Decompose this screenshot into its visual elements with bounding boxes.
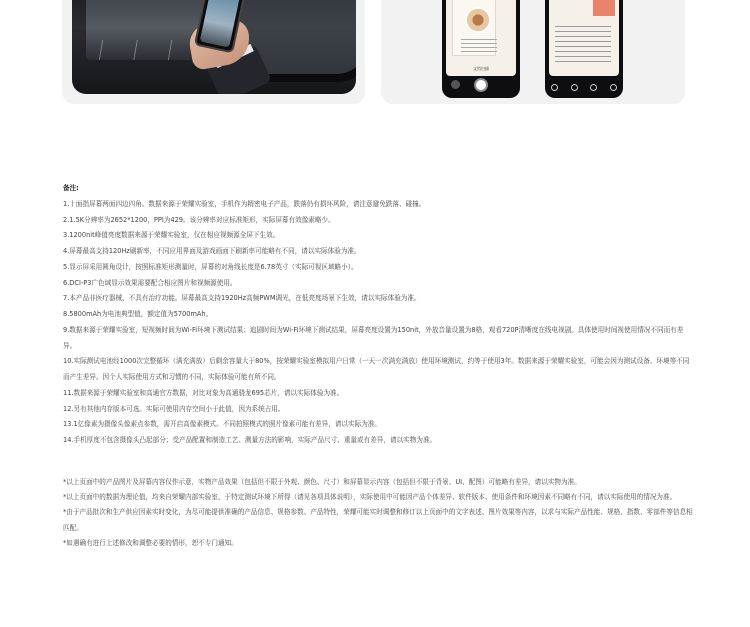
product-image-card-right — [381, 0, 685, 104]
product-image-card-left — [62, 0, 365, 104]
delete-icon — [610, 84, 617, 91]
edit-icon — [571, 84, 578, 91]
note-item: 10.实际测试电池经1000次完整循环（满充满放）后剩余容量大于80%，按荣耀实验室模拟用户日常（一天一次满充满放）使用环境测试，约等于使用3年。数据来源于荣耀实验室，可能会因为测试设备、环境等不同而产生差异。因个人实际使用方式和习惯的不同，实际体验可能有所不同。 — [63, 357, 690, 381]
notes-section — [63, 181, 693, 449]
note-item: 14.手机厚度不包含摄像头凸起部分；受产品配置和制造工艺、测量方法的影响，实际产品尺寸、重量或有差异，请以实物为准。 — [63, 436, 437, 444]
magazine-page — [452, 0, 496, 56]
note-item: 4.屏幕最高支持120Hz刷新率，不同应用界面及游戏画面下刷新率可能略有不同，请以实际体验为准。 — [63, 247, 361, 255]
shutter-button-icon — [474, 78, 488, 92]
disclaimer-item: *以上页面中的产品图片及屏幕内容仅作示意，实物产品效果（包括但不限于外观、颜色、尺寸）和屏幕显示内容（包括但不限于背景、UI、配图）可能略有差异，请以实物为准。 — [63, 478, 581, 486]
disclaimer-item: *以上页面中的数据为理论值，均来自荣耀内部实验室，于特定测试环境下所得（请见各项具体说明），实际使用中可能因产品个体差异、软件版本、使用条件和环境因素不同略有不同，请以实际使用的情况为准。 — [63, 493, 677, 502]
note-item: 1.十面指屏幕两面四边四角。数据来源于荣耀实验室，手机作为精密电子产品，跌落仍有损坏风险，请注意避免跌落、碰撞。 — [63, 199, 426, 208]
car-interior-photo — [72, 0, 356, 94]
disclaimer-section — [63, 475, 693, 551]
note-item: 12.另有其他内存版本可选。实际可使用内存空间小于此值，因为系统占用。 — [63, 404, 285, 413]
note-item: 7.本产品非医疗器械，不具有治疗功能。屏幕最高支持1920Hz高频PWM调光，在低亮度场景下生效，请以实际体验为准。 — [63, 294, 421, 303]
note-item: 9.数据来源于荣耀实验室，短视频时间为Wi-Fi环境下测试结果；追剧时间为Wi-Fi环境下测试结果，屏幕亮度设置为150nit，外放音量设置为8格，观看720P清晰度在线电视剧。具体使用时间视使用情况不同而有差异。 — [63, 325, 684, 350]
note-item: 8.5800mAh为电池典型值，额定值为5700mAh。 — [63, 310, 213, 318]
document-image-block — [593, 0, 615, 16]
crop-icon — [590, 84, 597, 91]
note-item: 13.1亿像素为摄像头像素点参数，需开启高像素模式。不同拍照模式的照片像素可能有差异，请以实际为准。 — [63, 420, 381, 429]
gallery-icon — [451, 80, 460, 89]
document-toolbar — [551, 81, 617, 93]
phone-document-result — [545, 0, 623, 98]
food-photo-icon — [465, 7, 491, 33]
phone-camera-scan — [442, 0, 520, 98]
share-icon — [551, 84, 558, 91]
note-item: 11.数据来源于荣耀实验室和高通官方数据，对比对象为高通骁龙695芯片，请以实际体验为准。 — [63, 388, 344, 397]
disclaimer-item: *如遇确有进行上述修改和调整必要的情形，恕不专门通知。 — [63, 538, 238, 547]
note-item: 5.显示屏采用圆角设计，按照标准矩形测量时，屏幕的对角线长度是6.78英寸（实际可视区域略小）。 — [63, 262, 358, 271]
note-item: 3.1200nit峰值亮度数据来源于荣耀实验室，仅在相应视频源全屏下生效。 — [63, 231, 280, 240]
disclaimer-item: *由于产品批次和生产供应因素实时变化，为尽可能提供准确的产品信息、规格参数、产品特性，荣耀可能实时调整和修订以上页面中的文字表述、图片效果等内容，以求与实际产品性能、规格、指数、零部件等信息相匹配。 — [63, 508, 693, 532]
note-item: 2.1.5K分辨率为2652*1200，PPI为429。该分辨率对应标准矩形，实际屏幕有效像素略少。 — [63, 215, 335, 224]
scan-mode-label: 文档扫描 — [473, 66, 489, 71]
note-item: 6.DCI-P3广色域显示效果需要配合相应图片和视频源使用。 — [63, 278, 237, 287]
notes-title: 备注: — [63, 184, 79, 192]
